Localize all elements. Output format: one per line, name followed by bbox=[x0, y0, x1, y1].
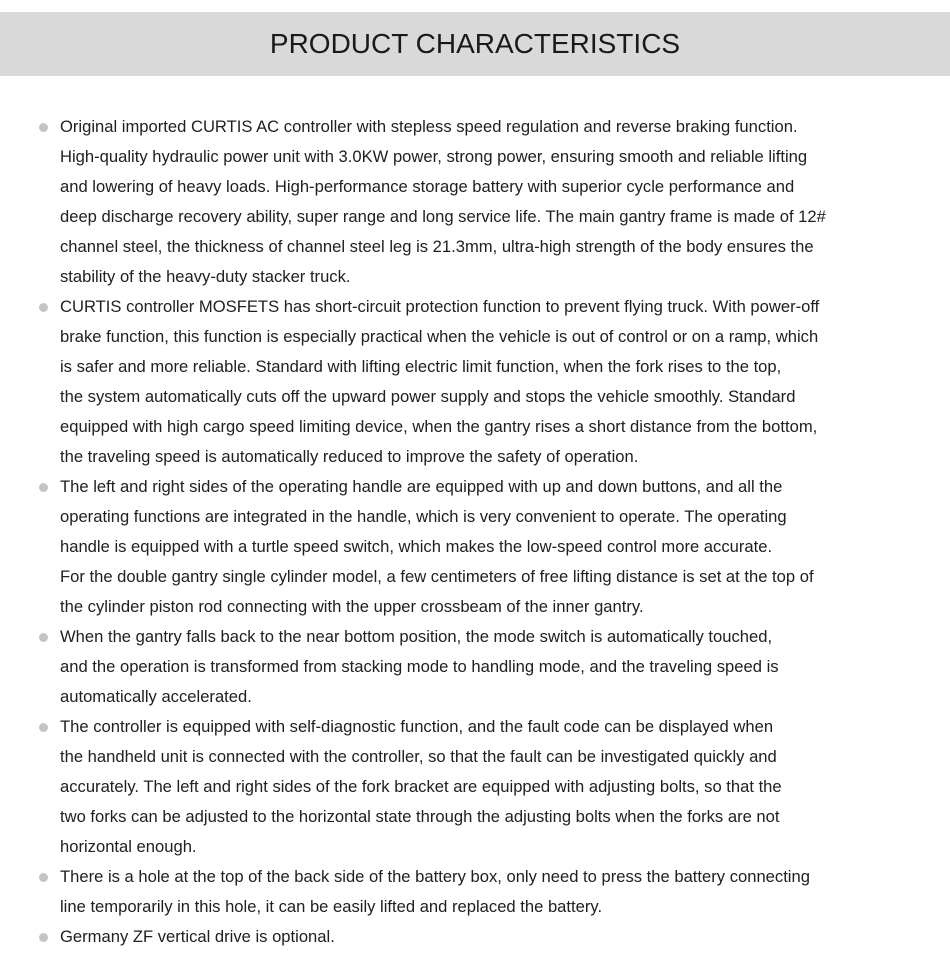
list-item-text-line: When the gantry falls back to the near bottom position, the mode switch is automatically touched, bbox=[60, 627, 773, 646]
list-item-text-line: automatically accelerated. bbox=[60, 687, 252, 706]
list-item-text-line: the system automatically cuts off the upward power supply and stops the vehicle smoothly. Standard bbox=[60, 387, 796, 406]
list-item-text-line: the traveling speed is automatically reduced to improve the safety of operation. bbox=[60, 447, 639, 466]
list-item-text-line: is safer and more reliable. Standard with lifting electric limit function, when the fork rises to the top, bbox=[60, 357, 782, 376]
bullet-dot-icon bbox=[39, 123, 48, 132]
list-item bbox=[0, 922, 950, 952]
list-item-text-line: deep discharge recovery ability, super range and long service life. The main gantry frame is made of 12# bbox=[60, 207, 826, 226]
list-item bbox=[0, 292, 950, 472]
list-item-text-line: and the operation is transformed from stacking mode to handling mode, and the traveling speed is bbox=[60, 657, 779, 676]
list-item-text-line: the cylinder piston rod connecting with the upper crossbeam of the inner gantry. bbox=[60, 597, 644, 616]
list-item bbox=[0, 862, 950, 922]
list-item-text-line: CURTIS controller MOSFETS has short-circuit protection function to prevent flying truck. With power-off bbox=[60, 297, 820, 316]
bullet-dot-icon bbox=[39, 723, 48, 732]
page-title: PRODUCT CHARACTERISTICS bbox=[269, 28, 681, 59]
list-item-text-line: equipped with high cargo speed limiting device, when the gantry rises a short distance from the bottom, bbox=[60, 417, 818, 436]
list-item-text-line: The controller is equipped with self-diagnostic function, and the fault code can be displayed when bbox=[60, 717, 774, 736]
list-item-text-line: horizontal enough. bbox=[60, 837, 197, 856]
bullet-dot-icon bbox=[39, 303, 48, 312]
bullet-dot-icon bbox=[39, 873, 48, 882]
characteristics-list bbox=[0, 112, 950, 952]
list-item bbox=[0, 112, 950, 292]
list-item-text-line: Original imported CURTIS AC controller with stepless speed regulation and reverse braking function. bbox=[60, 117, 798, 136]
list-item-text-line: The left and right sides of the operating handle are equipped with up and down buttons, and all the bbox=[60, 477, 783, 496]
header-band bbox=[0, 12, 950, 76]
list-item bbox=[0, 712, 950, 862]
list-item-text-line: High-quality hydraulic power unit with 3.0KW power, strong power, ensuring smooth and reliable lifting bbox=[60, 147, 808, 166]
list-item-text-line: and lowering of heavy loads. High-performance storage battery with superior cycle performance and bbox=[60, 177, 795, 196]
list-item-text-line: brake function, this function is especially practical when the vehicle is out of control or on a ramp, which bbox=[60, 327, 819, 346]
list-item bbox=[0, 622, 950, 712]
list-item-text-line: operating functions are integrated in the handle, which is very convenient to operate. The operating bbox=[60, 507, 787, 526]
list-item-text-line: line temporarily in this hole, it can be easily lifted and replaced the battery. bbox=[60, 897, 603, 916]
bullet-dot-icon bbox=[39, 483, 48, 492]
list-item-text-line: handle is equipped with a turtle speed switch, which makes the low-speed control more accurate. bbox=[60, 537, 773, 556]
list-item-text-line: stability of the heavy-duty stacker truck. bbox=[60, 267, 351, 286]
list-item-text-line: For the double gantry single cylinder model, a few centimeters of free lifting distance is set at the top of bbox=[60, 567, 814, 586]
list-item-text-line: channel steel, the thickness of channel steel leg is 21.3mm, ultra-high strength of the body ensures the bbox=[60, 237, 814, 256]
list-item bbox=[0, 472, 950, 622]
list-item-text-line: the handheld unit is connected with the controller, so that the fault can be investigated quickly and bbox=[60, 747, 777, 766]
list-item-text-line: two forks can be adjusted to the horizontal state through the adjusting bolts when the forks are not bbox=[60, 807, 780, 826]
bullet-dot-icon bbox=[39, 933, 48, 942]
list-item-text-line: accurately. The left and right sides of the fork bracket are equipped with adjusting bolts, so that the bbox=[60, 777, 782, 796]
list-item-text-line: There is a hole at the top of the back side of the battery box, only need to press the battery connecting bbox=[60, 867, 810, 886]
bullet-dot-icon bbox=[39, 633, 48, 642]
list-item-text-line: Germany ZF vertical drive is optional. bbox=[60, 927, 335, 946]
